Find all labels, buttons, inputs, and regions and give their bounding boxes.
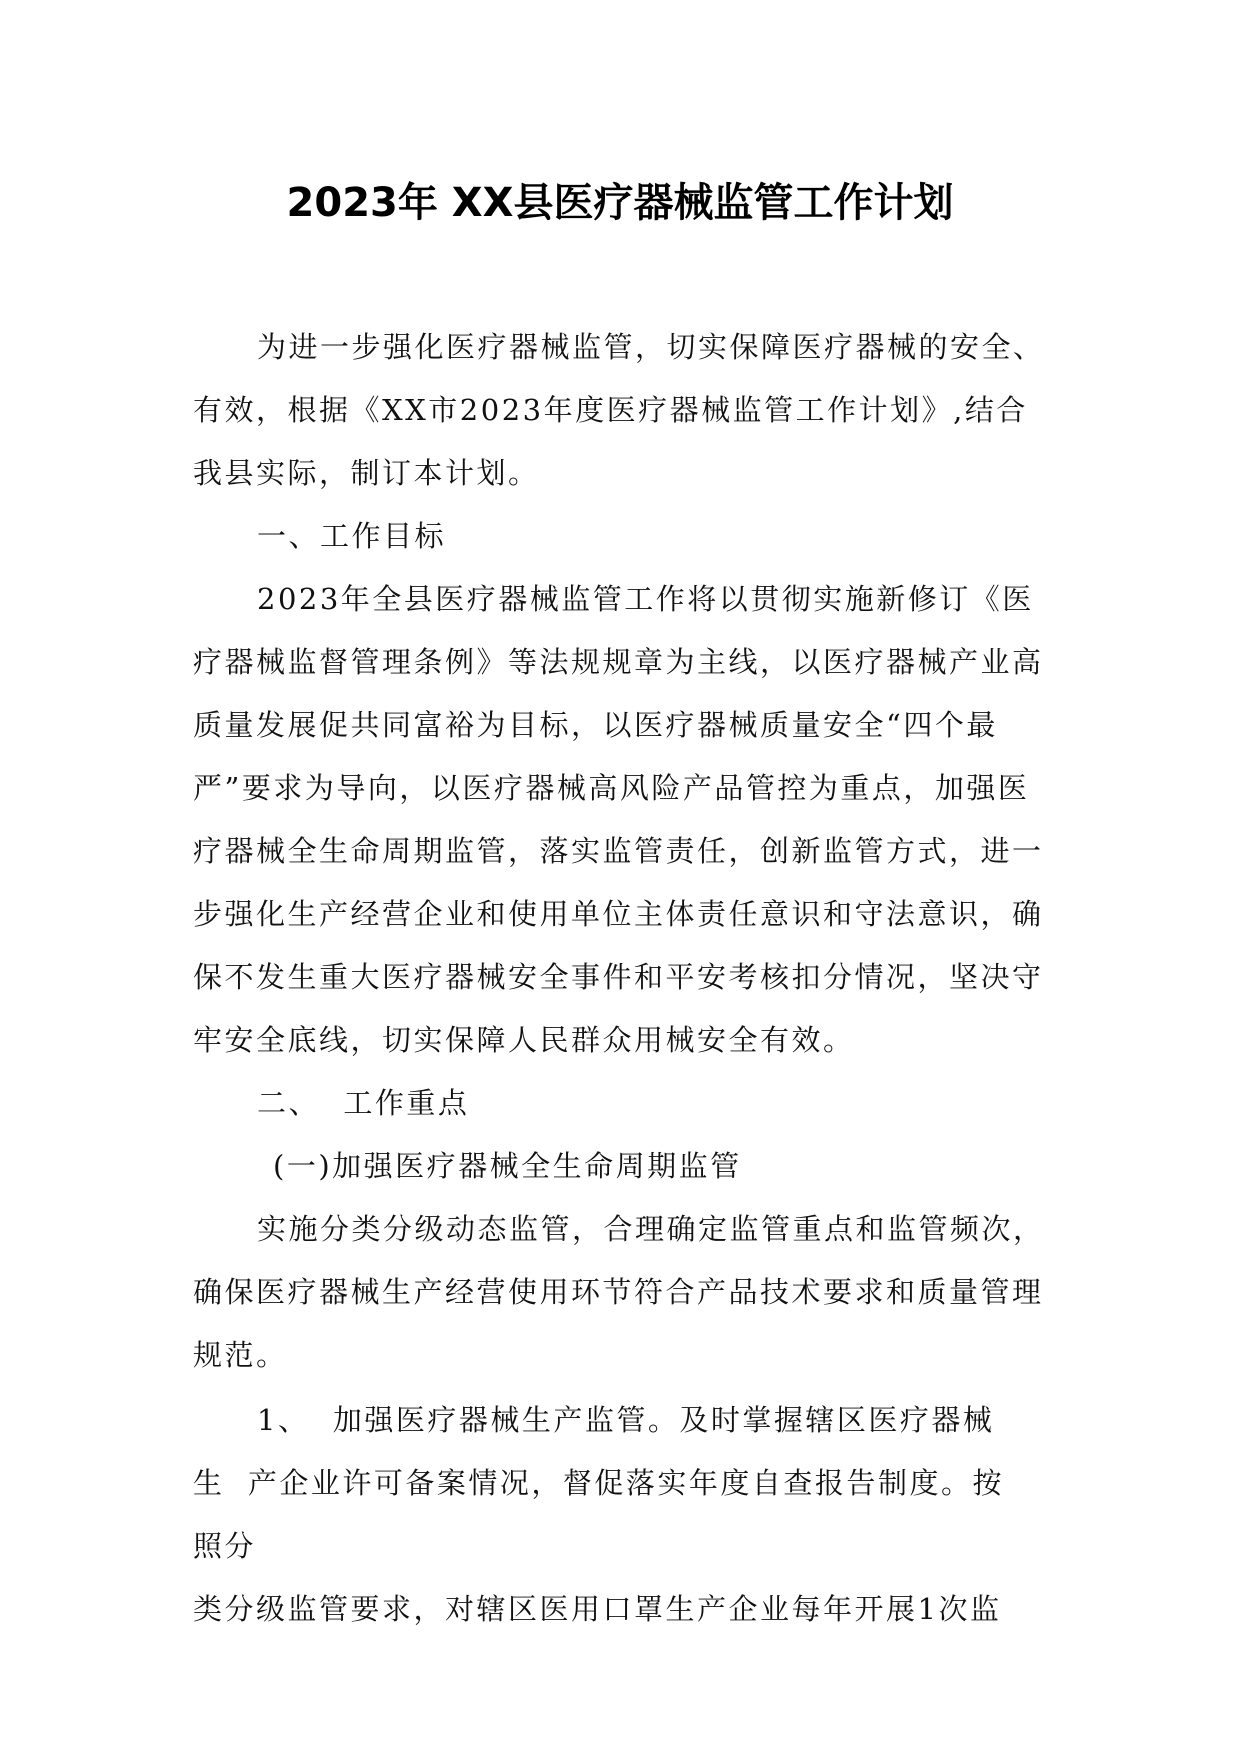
item-line-3: 照分 [193, 1529, 257, 1563]
document-body [193, 316, 1057, 1641]
goals-paragraph: 2023年全县医疗器械监管工作将以贯彻实施新修订《医疗器械监督管理条例》等法规规章为主线，以医疗器械产业高质量发展促共同富裕为目标，以医疗器械质量安全“四个最严”要求为导向，以医疗器械高风险产品管控为重点，加强医疗器械全生命周期监管，落实监管责任，创新监管方式，进一步强化生产经营企业和使用单位主体责任意识和守法意识，确保不发生重大医疗器械安全事件和平安考核扣分情况，坚决守牢安全底线，切实保障人民群众用械安全有效。 [193, 582, 1044, 1057]
section-heading-focus: 二、 工作重点 [257, 1086, 470, 1120]
lifecycle-paragraph: 实施分类分级动态监管，合理确定监管重点和监管频次，确保医疗器械生产经营使用环节符合产品技术要求和质量管理规范。 [193, 1212, 1045, 1372]
section-heading-goals: 一、工作目标 [257, 519, 447, 553]
item-paragraph-production [193, 1389, 1057, 1641]
intro-paragraph: 为进一步强化医疗器械监管，切实保障医疗器械的安全、有效，根据《XX市2023年度医疗器械监管工作计划》,结合我县实际，制订本计划。 [193, 330, 1045, 490]
subsection-heading-lifecycle: (一)加强医疗器械全生命周期监管 [273, 1149, 742, 1183]
item-line-1: 1、 加强医疗器械生产监管。及时掌握辖区医疗器械 [257, 1403, 995, 1437]
item-line-2: 生 产企业许可备案情况，督促落实年度自查报告制度。按 [193, 1466, 1004, 1500]
document-title: 2023年 XX县医疗器械监管工作计划 [286, 180, 954, 226]
item-line-4: 类分级监管要求，对辖区医用口罩生产企业每年开展1次监 [193, 1592, 1002, 1626]
